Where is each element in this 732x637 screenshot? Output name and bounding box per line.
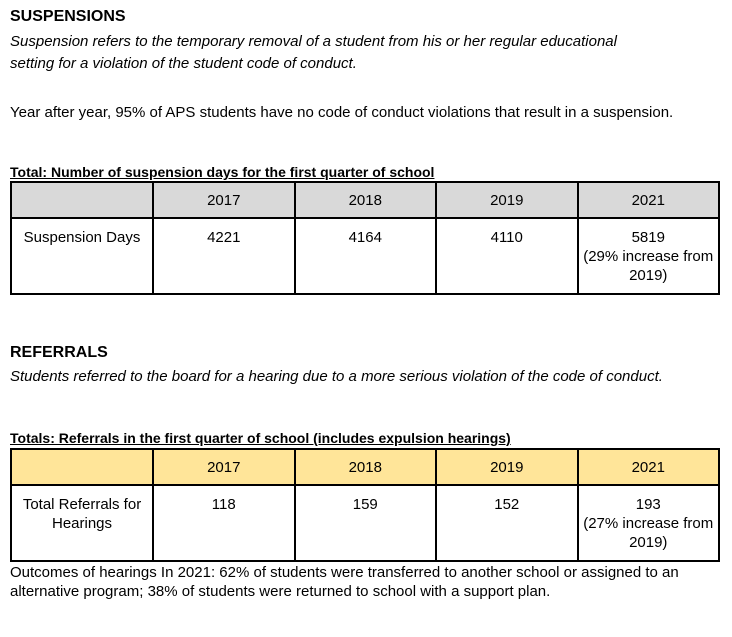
referrals-heading: REFERRALS	[10, 344, 108, 361]
value-2021: 5819	[631, 229, 665, 246]
value-2017: 4221	[153, 218, 295, 294]
header-2018: 2018	[295, 182, 437, 218]
suspension-table-title: Total: Number of suspension days for the first quarter of school	[10, 164, 435, 180]
suspension-definition-line1: Suspension refers to the temporary removal of a student from his or her regular educational	[10, 33, 617, 50]
referral-table	[10, 448, 720, 562]
referral-table-header	[11, 449, 719, 485]
increase-note: (29% increase from 2019)	[583, 248, 714, 284]
table-row	[11, 218, 719, 294]
suspension-definition-line2: setting for a violation of the student code of conduct.	[10, 55, 357, 72]
header-2017: 2017	[153, 182, 295, 218]
table-row	[11, 485, 719, 561]
header-2018: 2018	[295, 449, 437, 485]
increase-note: (27% increase from 2019)	[583, 515, 714, 551]
referral-definition: Students referred to the board for a hearing due to a more serious violation of the code of conduct.	[10, 368, 663, 385]
header-2021: 2021	[578, 182, 720, 218]
value-2021-cell	[578, 485, 720, 561]
hearing-outcomes: Outcomes of hearings In 2021: 62% of students were transferred to another school or assigned to an alternative program; 38% of students were returned to school with a support plan.	[10, 564, 679, 600]
value-2021-cell	[578, 218, 720, 294]
value-2018: 159	[295, 485, 437, 561]
suspension-table-header	[11, 182, 719, 218]
suspension-definition	[10, 31, 710, 75]
header-2019: 2019	[436, 182, 578, 218]
suspensions-heading: SUSPENSIONS	[10, 8, 126, 25]
suspension-summary: Year after year, 95% of APS students have no code of conduct violations that result in a suspension.	[10, 104, 674, 121]
value-2017: 118	[153, 485, 295, 561]
header-2017: 2017	[153, 449, 295, 485]
value-2019: 4110	[436, 218, 578, 294]
row-label: Suspension Days	[11, 218, 153, 294]
header-empty	[11, 449, 153, 485]
value-2019: 152	[436, 485, 578, 561]
referral-table-title: Totals: Referrals in the first quarter of school (includes expulsion hearings)	[10, 430, 511, 446]
header-2019: 2019	[436, 449, 578, 485]
header-empty	[11, 182, 153, 218]
suspension-table	[10, 181, 720, 295]
value-2021: 193	[635, 496, 661, 513]
value-2018: 4164	[295, 218, 437, 294]
header-2021: 2021	[578, 449, 720, 485]
row-label: Total Referrals for Hearings	[11, 485, 153, 561]
